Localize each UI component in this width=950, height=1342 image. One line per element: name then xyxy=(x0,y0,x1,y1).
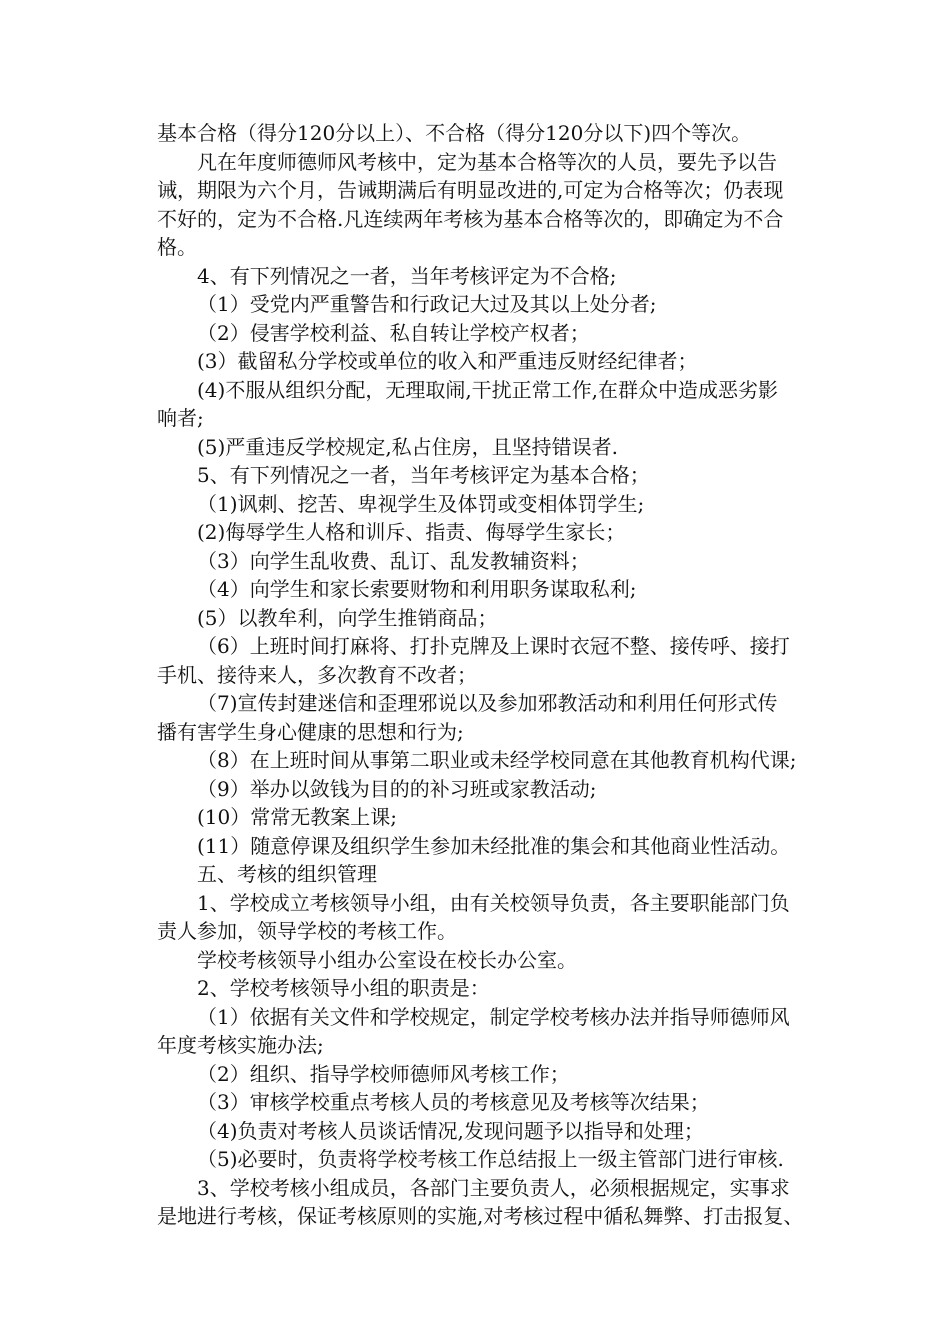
text-line: （9）举办以敛钱为目的的补习班或家教活动; xyxy=(197,776,597,801)
text-line: （3）向学生乱收费、乱订、乱发教辅资料； xyxy=(197,548,590,573)
text-line: (2)侮辱学生人格和训斥、指责、侮辱学生家长； xyxy=(197,520,626,544)
text-line: 诫，期限为六个月，告诫期满后有明显改进的,可定为合格等次；仍表现 xyxy=(157,178,784,202)
text-line: 格。 xyxy=(157,235,197,259)
text-line: （4）向学生和家长索要财物和利用职务谋取私利; xyxy=(197,577,637,601)
text-line: 播有害学生身心健康的思想和行为; xyxy=(157,719,464,744)
text-line: 响者; xyxy=(157,406,204,430)
document-page xyxy=(157,119,857,1231)
text-line: 手机、接待来人，多次教育不改者； xyxy=(157,662,477,687)
text-line: 学校考核领导小组办公室设在校长办公室。 xyxy=(197,947,577,972)
text-line: 责人参加，领导学校的考核工作。 xyxy=(157,919,457,943)
text-line: (10）常常无教案上课; xyxy=(197,805,397,829)
text-line: 1、学校成立考核领导小组，由有关校领导负责，各主要职能部门负 xyxy=(197,890,790,915)
text-line: 2、学校考核领导小组的职责是： xyxy=(197,976,490,1000)
text-line: （3）审核学校重点考核人员的考核意见及考核等次结果； xyxy=(197,1090,710,1114)
text-line: （5)必要时，负责将学校考核工作总结报上一级主管部门进行审核. xyxy=(197,1147,784,1171)
text-line: 是地进行考核，保证考核原则的实施,对考核过程中循私舞弊、打击报复、 xyxy=(157,1204,804,1228)
text-line: （1）受党内严重警告和行政记大过及其以上处分者; xyxy=(197,292,657,316)
text-line: 5、有下列情况之一者，当年考核评定为基本合格； xyxy=(197,463,650,487)
text-line: 3、学校考核小组成员，各部门主要负责人，必须根据规定，实事求 xyxy=(197,1175,790,1200)
text-line: 基本合格（得分120分以上）、不合格（得分120分以下)四个等次。 xyxy=(157,121,752,145)
text-line: (4)不服从组织分配，无理取闹,干扰正常工作,在群众中造成恶劣影 xyxy=(197,377,779,402)
text-line: 4、有下列情况之一者，当年考核评定为不合格; xyxy=(197,263,617,288)
text-line: 五、考核的组织管理 xyxy=(197,862,377,886)
text-line: (5)严重违反学校规定,私占住房，且坚持错误者. xyxy=(197,434,619,459)
text-line: 不好的，定为不合格.凡连续两年考核为基本合格等次的，即确定为不合 xyxy=(157,206,784,231)
text-line: 凡在年度师德师风考核中，定为基本合格等次的人员，要先予以告 xyxy=(197,149,777,174)
text-line: （8）在上班时间从事第二职业或未经学校同意在其他教育机构代课; xyxy=(197,748,797,772)
text-line: （6）上班时间打麻将、打扑克牌及上课时衣冠不整、接传呼、接打 xyxy=(197,634,790,658)
text-line: (11）随意停课及组织学生参加未经批准的集会和其他商业性活动。 xyxy=(197,833,791,858)
text-line: (3）截留私分学校或单位的收入和严重违反财经纪律者； xyxy=(197,349,698,373)
text-line: 年度考核实施办法; xyxy=(157,1033,324,1057)
text-line: (5）以教牟利，向学生推销商品； xyxy=(197,605,498,630)
text-line: （2）侵害学校利益、私自转让学校产权者； xyxy=(197,320,590,345)
text-line: （7)宣传封建迷信和歪理邪说以及参加邪教活动和利用任何形式传 xyxy=(197,691,778,715)
text-line: （4)负责对考核人员谈话情况,发现问题予以指导和处理； xyxy=(197,1118,704,1143)
text-line: （2）组织、指导学校师德师风考核工作； xyxy=(197,1061,570,1086)
text-line: （1)讽刺、挖苦、卑视学生及体罚或变相体罚学生; xyxy=(197,491,645,516)
text-line: （1）依据有关文件和学校规定，制定学校考核办法并指导师德师风 xyxy=(197,1004,790,1029)
